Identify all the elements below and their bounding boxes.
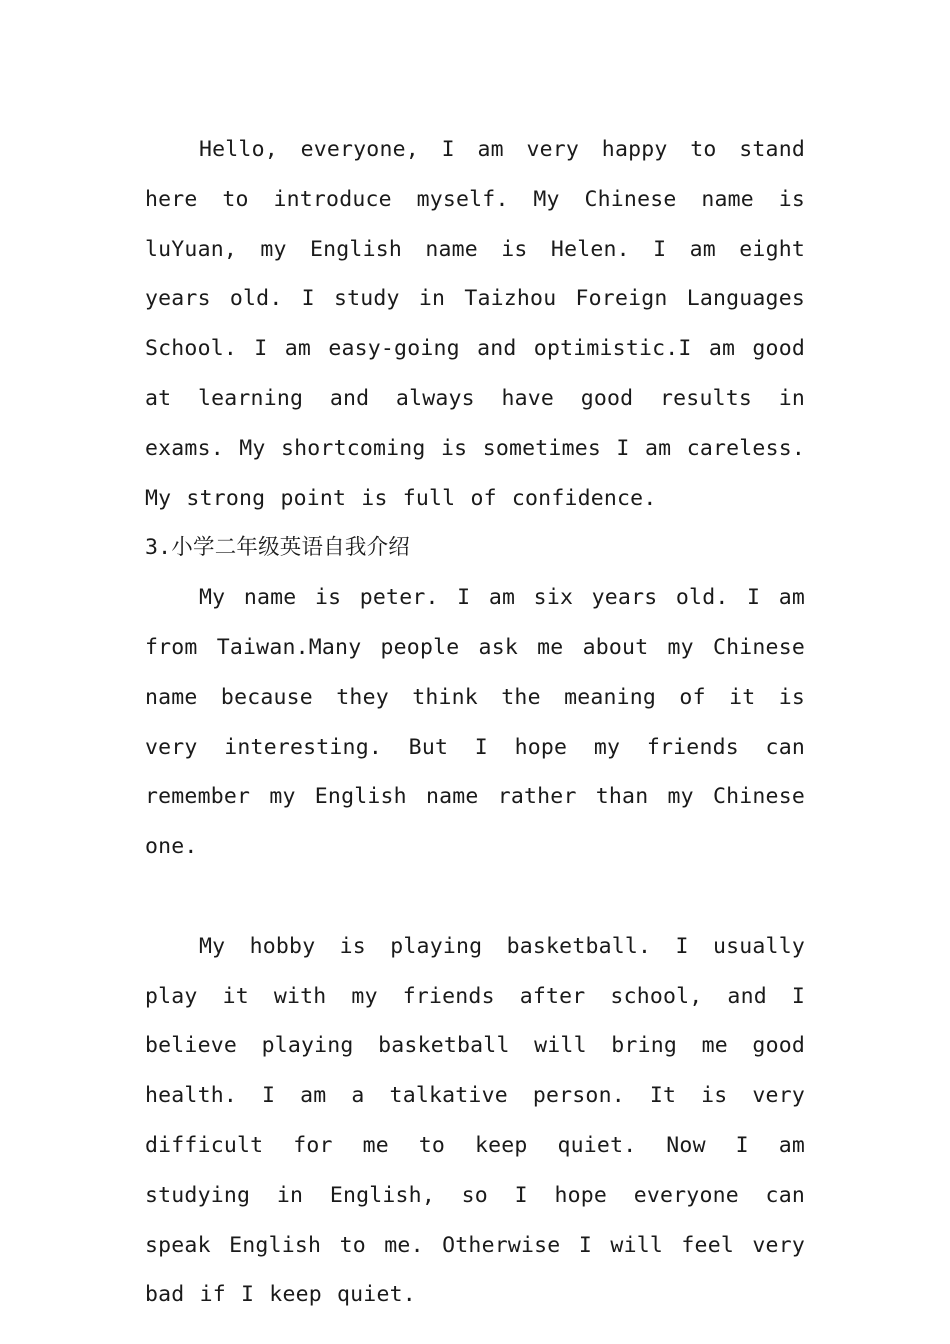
paragraph-spacer	[145, 872, 805, 922]
paragraph-hobby: My hobby is playing basketball. I usually play it with my friends after school, and I believe playing basketball will bring me good health. I am a talkative person. It is very difficult for me to keep quiet. Now I am studying in English, so I hope everyone can speak English to me. Otherwise I will feel very bad if I keep quiet.	[145, 933, 805, 1308]
section-heading: 3.小学二年级英语自我介绍	[145, 535, 410, 561]
paragraph-intro-peter: My name is peter. I am six years old. I am from Taiwan.Many people ask me about my Chinese name because they think the meaning of it is very interesting. But I hope my friends can remember my English name rather than my Chinese one.	[145, 585, 805, 860]
paragraph-intro-helen: Hello, everyone, I am very happy to stand here to introduce myself. My Chinese name is luYuan, my English name is Helen. I am eight years old. I study in Taizhou Foreign Languages School. I am easy-going and optimistic.I am good at learning and always have good results in exams. My shortcoming is sometimes I am careless. My strong point is full of confidence.	[145, 137, 805, 511]
document-body	[145, 125, 805, 1320]
